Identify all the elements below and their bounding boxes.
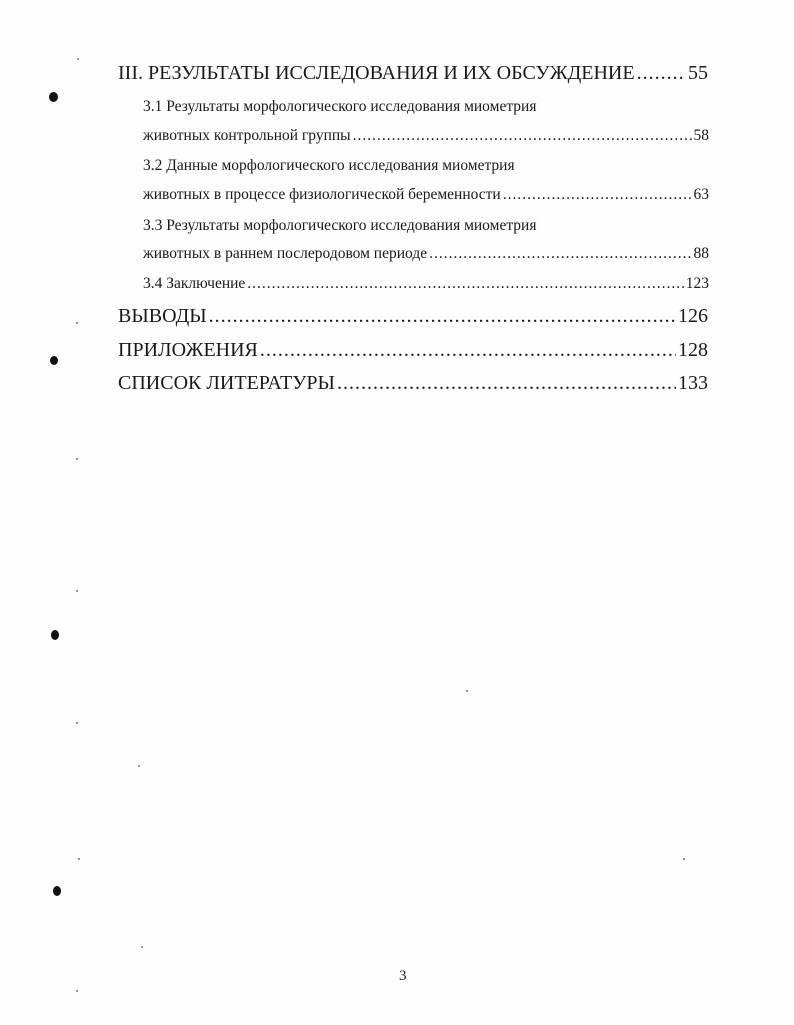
toc-entry-3-2[interactable]: [143, 186, 709, 204]
toc-entry-page: 63: [693, 186, 709, 203]
scan-speck: [76, 458, 78, 460]
toc-leader-dots: [637, 62, 686, 85]
scan-speck: [76, 722, 78, 724]
toc-entry-chapter-3[interactable]: [118, 62, 708, 85]
scan-speck: [138, 765, 140, 767]
toc-entry-page: 55: [688, 62, 708, 84]
toc-entry-3-2-line1[interactable]: 3.2 Данные морфологического исследования миометрия: [143, 157, 515, 174]
toc-leader-dots: [353, 127, 692, 145]
toc-entry-3-4[interactable]: [143, 275, 709, 293]
toc-entry-title: СПИСОК ЛИТЕРАТУРЫ: [118, 372, 335, 394]
toc-entry-title: животных в раннем послеродовом периоде: [143, 245, 428, 262]
toc-entry-page: 88: [693, 245, 709, 262]
toc-entry-title: ПРИЛОЖЕНИЯ: [118, 339, 258, 361]
scan-speck: [78, 858, 80, 860]
toc-entry-3-1-line1[interactable]: 3.1 Результаты морфологического исследования миометрия: [143, 98, 537, 115]
toc-entry-page: 126: [678, 305, 708, 327]
page-number: 3: [399, 968, 407, 984]
scan-speck: [77, 58, 79, 60]
toc-entry-conclusions[interactable]: [118, 305, 708, 328]
toc-entry-title: животных в процессе физиологической беременности: [143, 186, 501, 203]
toc-entry-3-3-line1[interactable]: 3.3 Результаты морфологического исследования миометрия: [143, 217, 537, 234]
binder-hole-mark: [53, 886, 61, 896]
toc-leader-dots: [209, 305, 676, 328]
toc-entry-title: 3.4 Заключение: [143, 275, 246, 292]
toc-entry-title: животных контрольной группы: [143, 127, 351, 144]
toc-leader-dots: [429, 245, 691, 263]
toc-entry-page: 128: [678, 339, 708, 361]
toc-entry-title: III. РЕЗУЛЬТАТЫ ИССЛЕДОВАНИЯ И ИХ ОБСУЖДЕНИЕ: [118, 62, 635, 84]
toc-entry-3-1[interactable]: [143, 127, 709, 145]
toc-leader-dots: [503, 186, 692, 204]
toc-leader-dots: [247, 275, 683, 293]
scan-speck: [76, 590, 78, 592]
toc-entry-appendices[interactable]: [118, 339, 708, 362]
scan-speck: [76, 322, 78, 324]
scan-speck: [683, 858, 685, 860]
binder-hole-mark: [51, 630, 59, 640]
toc-leader-dots: [260, 339, 676, 362]
toc-leader-dots: [337, 372, 676, 395]
toc-entry-3-3[interactable]: [143, 245, 709, 263]
binder-hole-mark: [49, 92, 58, 102]
toc-entry-page: 123: [685, 275, 709, 292]
scan-speck: [76, 990, 78, 992]
toc-entry-page: 58: [693, 127, 709, 144]
toc-entry-page: 133: [678, 372, 708, 394]
binder-hole-mark: [50, 356, 58, 365]
toc-entry-references[interactable]: [118, 372, 708, 395]
scan-speck: [141, 946, 143, 948]
scan-speck: [466, 690, 468, 692]
toc-entry-title: ВЫВОДЫ: [118, 305, 207, 327]
